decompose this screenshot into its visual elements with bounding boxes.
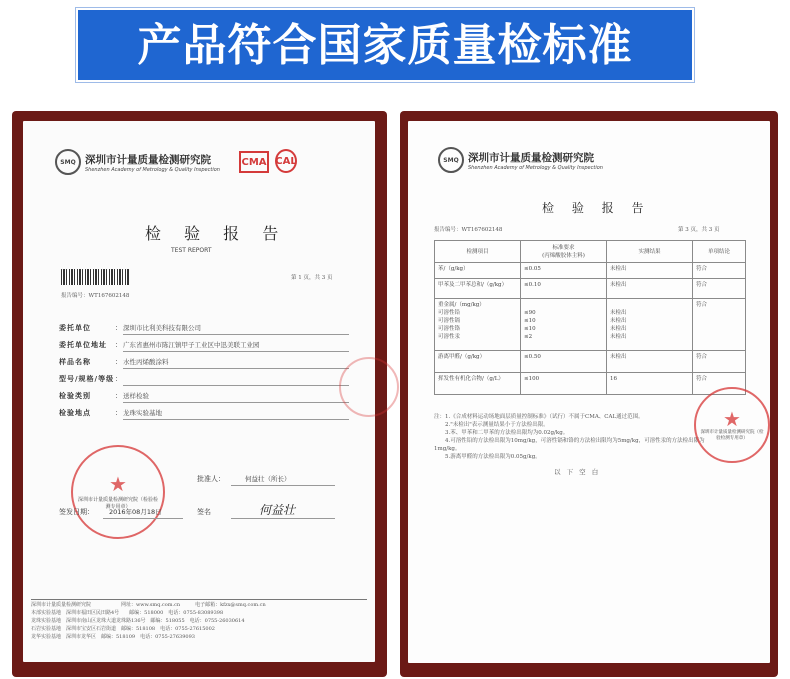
table-header-row: 检测项目 标准要求 (丙烯酸胶体主料) 实测结果 单项结论 — [435, 241, 746, 263]
institute-logo-icon: SMQ — [55, 149, 81, 175]
institute-header — [438, 147, 603, 173]
cma-mark-icon: CMA — [239, 151, 269, 173]
star-icon: ★ — [109, 472, 127, 496]
institute-logo-icon: SMQ — [438, 147, 464, 173]
field-client-address: 委托单位地址 ： 广东省惠州市陈江镇甲子工业区中迅美联工业园 — [59, 341, 260, 349]
institute-name-en: Shenzhen Academy of Metrology & Quality Inspection — [468, 164, 603, 171]
signature: 何益壮 — [259, 503, 296, 517]
institute-name: 深圳市计量质量检测研究院 — [468, 151, 594, 164]
star-icon: ★ — [723, 407, 741, 431]
cal-mark-icon: CAL — [275, 149, 297, 173]
field-model-spec: 型号/规格/等级 ： — [59, 375, 122, 383]
field-test-type: 检验类别 ： 送样检验 — [59, 392, 149, 400]
table-row: 挥发性有机化合物/（g/L） ≤100 16 符合 — [435, 373, 746, 395]
table-row: 苯/（g/kg） ≤0.05 未检出 符合 — [435, 263, 746, 279]
report-title: 检 验 报 告 — [145, 224, 288, 243]
report-title-en: TEST REPORT — [171, 247, 212, 254]
barcode-icon — [61, 269, 129, 285]
page-banner-title: 产品符合国家质量检标准 — [76, 8, 694, 82]
page-indicator: 第 3 页，共 3 页 — [678, 227, 720, 233]
field-test-location: 检验地点 ： 龙珠实验基地 — [59, 409, 162, 417]
institute-name-en: Shenzhen Academy of Metrology & Quality Inspection — [85, 166, 220, 173]
right-report-page — [408, 121, 770, 663]
official-seal-stamp: ★ 深圳市计量质量检测研究院（检验检测专用章） — [71, 445, 165, 539]
table-row: 游离甲醛/（g/kg） ≤0.50 未检出 符合 — [435, 351, 746, 373]
table-row: 甲苯及二甲苯总和/（g/kg） ≤0.10 未检出 符合 — [435, 279, 746, 299]
report-number: 报告编号：WT167602148 — [61, 293, 130, 299]
side-seal-stamp — [339, 357, 399, 417]
report-title: 检 验 报 告 — [542, 201, 651, 215]
official-seal-stamp: ★ 深圳市计量质量检测研究院（检验检测专用章） — [694, 387, 770, 463]
institute-header — [55, 149, 220, 175]
approver-label: 批准人： — [197, 475, 225, 483]
sign-label: 签名 — [197, 508, 211, 516]
left-report-page — [23, 121, 375, 662]
left-report-frame — [12, 111, 387, 677]
institute-name: 深圳市计量质量检测研究院 — [85, 153, 211, 166]
right-report-frame — [400, 111, 778, 677]
end-of-report-text: 以 下 空 白 — [554, 468, 601, 476]
issue-date: 2016年08月18日 — [109, 508, 162, 516]
results-table — [434, 240, 746, 395]
report-footer: 深圳市计量质量检测研究院 网址：www.smq.com.cn 电子邮箱：kfzx@smq.com.cn 本部实验基地 深圳市福田区民田路4号 邮编：518000 电话：0755-83089398 龙珠实验基地 深圳市南山区龙珠大道龙珠路136号 邮编：518055 电话：0755-26030614 石岩实验基地 深圳市宝安区石岩街道 邮编：518108 电话：0755-27615002 龙华实验基地 深圳市龙华区 邮编：518109 电话：0755-27639093 — [31, 602, 266, 640]
report-notes: 注：1.《合成材料运动场地面层质量控制标准》（试行）不属于CMA、CAL通过范围。 2."未检出"表示测量结果小于方法检出限。 3.苯、甲苯和二甲苯的方法检出限均为0.02g/kg。 4.可溶性铅的方法检出限为10mg/kg，可溶性镉和铬的方法检出限均为5mg/kg，可溶性汞的方法检出限为 1mg/kg。 5.游离甲醛的方法检出限为0.05g/kg。 — [434, 414, 705, 460]
field-client: 委托单位 ： 深圳市比利美科技有限公司 — [59, 324, 201, 332]
report-number: 报告编号：WT167602148 — [434, 227, 503, 233]
table-row: 重金属/（mg/kg） 可溶性铅 可溶性镉 可溶性铬 可溶性汞 ≤90 ≤10 ≤10 ≤2 未检出 未检出 未检出 未检出 符合 — [435, 299, 746, 351]
approver-value: 何益壮（所长） — [245, 475, 291, 483]
field-sample-name: 样品名称 ： 水性丙烯酸涂料 — [59, 358, 169, 366]
page-indicator: 第 1 页，共 3 页 — [291, 275, 333, 281]
issue-date-label: 签发日期： — [59, 508, 94, 516]
